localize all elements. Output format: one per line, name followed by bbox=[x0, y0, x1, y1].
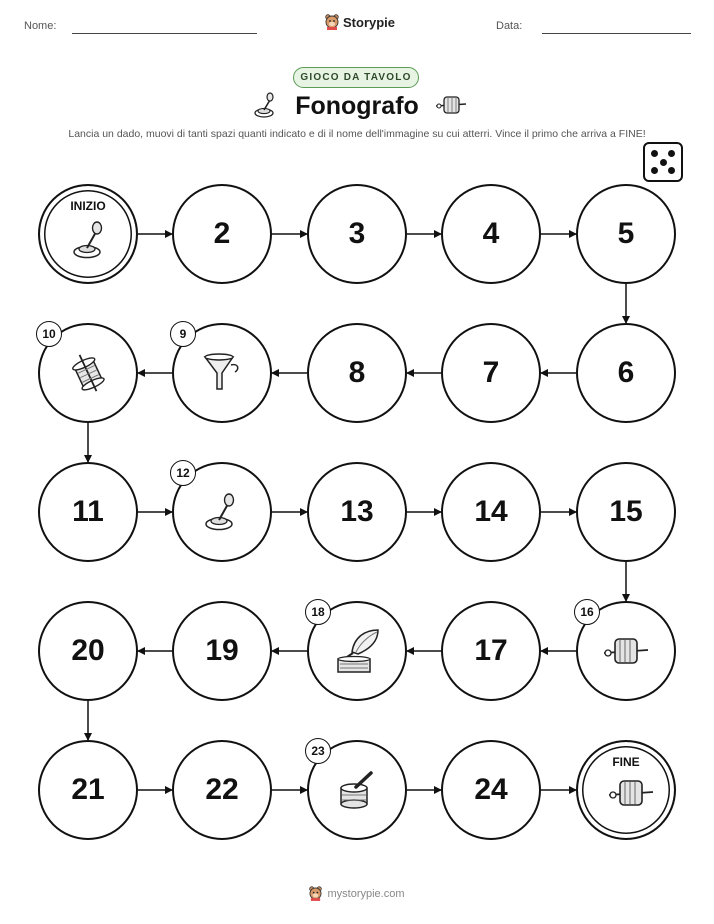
crank-handle-icon bbox=[202, 492, 242, 532]
board-space-14 bbox=[441, 462, 541, 562]
space-number-badge: 18 bbox=[305, 599, 331, 625]
board-space-22 bbox=[172, 740, 272, 840]
category-badge: GIOCO DA TAVOLO bbox=[293, 67, 419, 88]
space-number: 2 bbox=[213, 217, 231, 250]
board-space-20 bbox=[38, 601, 138, 701]
name-label: Nome: bbox=[24, 20, 57, 32]
footer bbox=[0, 886, 714, 901]
space-number-badge: 16 bbox=[574, 599, 600, 625]
board-space-4 bbox=[441, 184, 541, 284]
space-number-badge: 9 bbox=[170, 321, 196, 347]
board-space-10 bbox=[38, 323, 138, 423]
instructions-text: Lancia un dado, muovi di tanti spazi quanti indicato e di il nome dell'immagine su cui atterri. Vince il primo che arriva a FINE! bbox=[68, 128, 646, 140]
space-number: 4 bbox=[482, 217, 500, 250]
board-space-6 bbox=[576, 323, 676, 423]
board-space-24 bbox=[441, 740, 541, 840]
space-number: 21 bbox=[71, 773, 105, 806]
start-label: INIZIO bbox=[70, 199, 106, 213]
space-number: 15 bbox=[609, 495, 643, 528]
footer-url: mystorypie.com bbox=[327, 887, 405, 900]
page-title: Fonografo bbox=[295, 92, 419, 120]
space-number: 20 bbox=[71, 634, 105, 667]
board-space-8 bbox=[307, 323, 407, 423]
brand-name: Storypie bbox=[343, 14, 396, 30]
board-space-12 bbox=[172, 462, 272, 562]
board-space-3 bbox=[307, 184, 407, 284]
space-number: 6 bbox=[617, 356, 635, 389]
board-space-5 bbox=[576, 184, 676, 284]
board-space-17 bbox=[441, 601, 541, 701]
space-number: 19 bbox=[205, 634, 239, 667]
board-space-15 bbox=[576, 462, 676, 562]
start-space bbox=[38, 184, 138, 284]
board-space-13 bbox=[307, 462, 407, 562]
space-number: 7 bbox=[482, 356, 500, 389]
board-space-11 bbox=[38, 462, 138, 562]
board-space-2 bbox=[172, 184, 272, 284]
bear-mascot-icon bbox=[309, 886, 322, 901]
date-label: Data: bbox=[496, 20, 523, 32]
space-number: 24 bbox=[474, 773, 508, 806]
board-space-19 bbox=[172, 601, 272, 701]
funnel-icon bbox=[200, 351, 244, 395]
space-number: 22 bbox=[205, 773, 239, 806]
finish-space bbox=[576, 740, 676, 840]
space-number: 11 bbox=[72, 495, 104, 528]
space-number-badge: 23 bbox=[305, 738, 331, 764]
board-space-7 bbox=[441, 323, 541, 423]
finish-label: FINE bbox=[612, 755, 640, 769]
spool-icon bbox=[66, 351, 110, 395]
board-space-9 bbox=[172, 323, 272, 423]
space-number: 3 bbox=[348, 217, 366, 250]
space-number: 5 bbox=[617, 217, 635, 250]
board-space-23 bbox=[307, 740, 407, 840]
cylinder-roller-icon bbox=[603, 634, 649, 668]
crank-handle-icon bbox=[70, 220, 110, 265]
board-space-18 bbox=[307, 601, 407, 701]
space-number-badge: 10 bbox=[36, 321, 62, 347]
board-space-21 bbox=[38, 740, 138, 840]
cylinder-roller-icon bbox=[608, 776, 654, 815]
space-number-badge: 12 bbox=[170, 460, 196, 486]
space-number: 13 bbox=[340, 495, 374, 528]
gramophone-icon bbox=[332, 626, 382, 676]
wax-cylinder-stylus-icon bbox=[335, 768, 379, 812]
space-number: 17 bbox=[474, 634, 508, 667]
space-number: 8 bbox=[348, 356, 366, 389]
board-space-16 bbox=[576, 601, 676, 701]
space-number: 14 bbox=[474, 495, 508, 528]
